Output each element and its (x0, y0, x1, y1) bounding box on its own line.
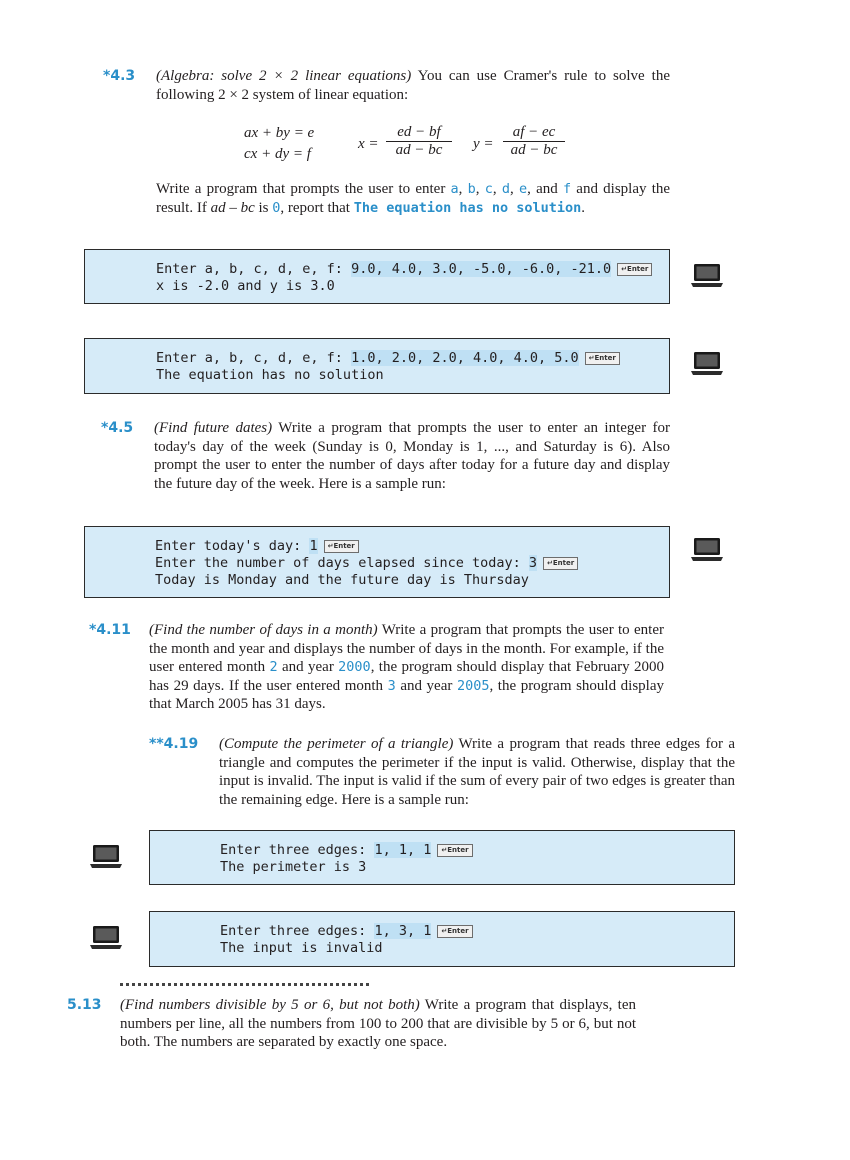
y-fraction (503, 124, 565, 159)
exercise-4-3-intro (156, 67, 670, 104)
sample-run-box (84, 526, 670, 598)
user-input: 1 (309, 538, 318, 554)
x-numerator: ed − bf (397, 124, 441, 140)
exercise-title: (Find future dates) (154, 420, 273, 436)
equation-1: ax + by = e (244, 125, 315, 141)
exercise-title: (Find the number of days in a month) (149, 622, 378, 638)
y-label: y = (473, 136, 494, 152)
exercise-number: 5.13 (67, 997, 102, 1013)
clipped-text-remnant (120, 983, 370, 986)
enter-key-icon: ↵Enter (324, 540, 359, 553)
user-input: 1, 3, 1 (374, 923, 432, 939)
enter-key-icon: ↵Enter (617, 263, 652, 276)
user-input: 1, 1, 1 (374, 842, 432, 858)
sample-run-box (149, 911, 735, 967)
enter-key-icon: ↵Enter (437, 844, 472, 857)
enter-key-icon: ↵Enter (437, 925, 472, 938)
sample-run-box (84, 249, 670, 304)
x-denominator: ad − bc (386, 141, 452, 159)
exercise-number: *4.3 (103, 68, 136, 84)
exercise-number: *4.5 (101, 420, 134, 436)
console-line: Enter the number of days elapsed since today: 3 ↵Enter (155, 555, 578, 572)
laptop-icon (690, 536, 724, 562)
y-numerator: af − ec (512, 124, 556, 140)
x-label: x = (358, 136, 379, 152)
exercise-4-3-task: Write a program that prompts the user to enter a, b, c, d, e, and f and display the result. If ad – bc is 0, report that The equation has no solution. (156, 181, 671, 216)
user-input: 9.0, 4.0, 3.0, -5.0, -6.0, -21.0 (351, 261, 612, 277)
console-output: The equation has no solution (156, 367, 384, 383)
x-fraction (386, 124, 452, 159)
sample-run-box (149, 830, 735, 885)
console-line: Enter today's day: 1 ↵Enter (155, 538, 359, 555)
laptop-icon (690, 262, 724, 288)
console-output: Today is Monday and the future day is Thursday (155, 572, 529, 588)
exercise-number: **4.19 (149, 736, 199, 752)
enter-key-icon: ↵Enter (543, 557, 578, 570)
console-line: Enter three edges: 1, 3, 1 ↵Enter (220, 923, 473, 940)
console-output: The perimeter is 3 (220, 859, 367, 875)
y-denominator: ad − bc (503, 141, 565, 159)
console-line: Enter a, b, c, d, e, f: 1.0, 2.0, 2.0, 4.0, 4.0, 5.0 ↵Enter (156, 350, 620, 367)
exercise-5-13-text: (Find numbers divisible by 5 or 6, but not both) Write a program that displays, ten numbers per line, all the numbers from 100 to 200 that are divisible by 5 or 6, but not both. The numbers are separated by exactly one space. (120, 997, 636, 1050)
exercise-text: You can use Cramer's rule to solve the following 2 × 2 system of linear equation: (156, 68, 670, 103)
exercise-title: (Algebra: solve 2 × 2 linear equations) (156, 68, 412, 84)
user-input: 3 (528, 555, 538, 571)
laptop-icon (89, 843, 123, 869)
console-line: Enter a, b, c, d, e, f: 9.0, 4.0, 3.0, -5.0, -6.0, -21.0 ↵Enter (156, 261, 652, 278)
user-input: 1.0, 2.0, 2.0, 4.0, 4.0, 5.0 (351, 350, 579, 366)
exercise-title: (Compute the perimeter of a triangle) (219, 736, 454, 752)
console-line: Enter three edges: 1, 1, 1 ↵Enter (220, 842, 473, 859)
exercise-4-19-text: (Compute the perimeter of a triangle) Write a program that reads three edges for a triangle and computes the perimeter if the input is valid. Otherwise, display that the input is invalid. The input is valid if the sum of every pair of two edges is greater than the remaining edge. Here is a sample run: (219, 736, 735, 808)
equation-2: cx + dy = f (244, 146, 311, 162)
laptop-icon (690, 350, 724, 376)
console-output: The input is invalid (220, 940, 383, 956)
enter-key-icon: ↵Enter (585, 352, 620, 365)
laptop-icon (89, 924, 123, 950)
exercise-4-5-text: (Find future dates) Write a program that prompts the user to enter an integer for today's day of the week (Sunday is 0, Monday is 1, ..., and Saturday is 6). Also prompt the user to enter the number of days after today for a future day and display the future day of the week. Here is a sample run: (154, 420, 670, 492)
sample-run-box (84, 338, 670, 394)
exercise-4-11-text: (Find the number of days in a month) Write a program that prompts the user to enter the month and year and displays the number of days in the month. For example, if the user entered month 2 and year 2000, the program should display that February 2000 has 29 days. If the user entered month 3 and year 2005, the program should display that March 2005 has 31 days. (149, 622, 664, 712)
console-output: x is -2.0 and y is 3.0 (156, 278, 335, 294)
exercise-number: *4.11 (89, 622, 131, 638)
exercise-title: (Find numbers divisible by 5 or 6, but not both) (120, 997, 420, 1013)
